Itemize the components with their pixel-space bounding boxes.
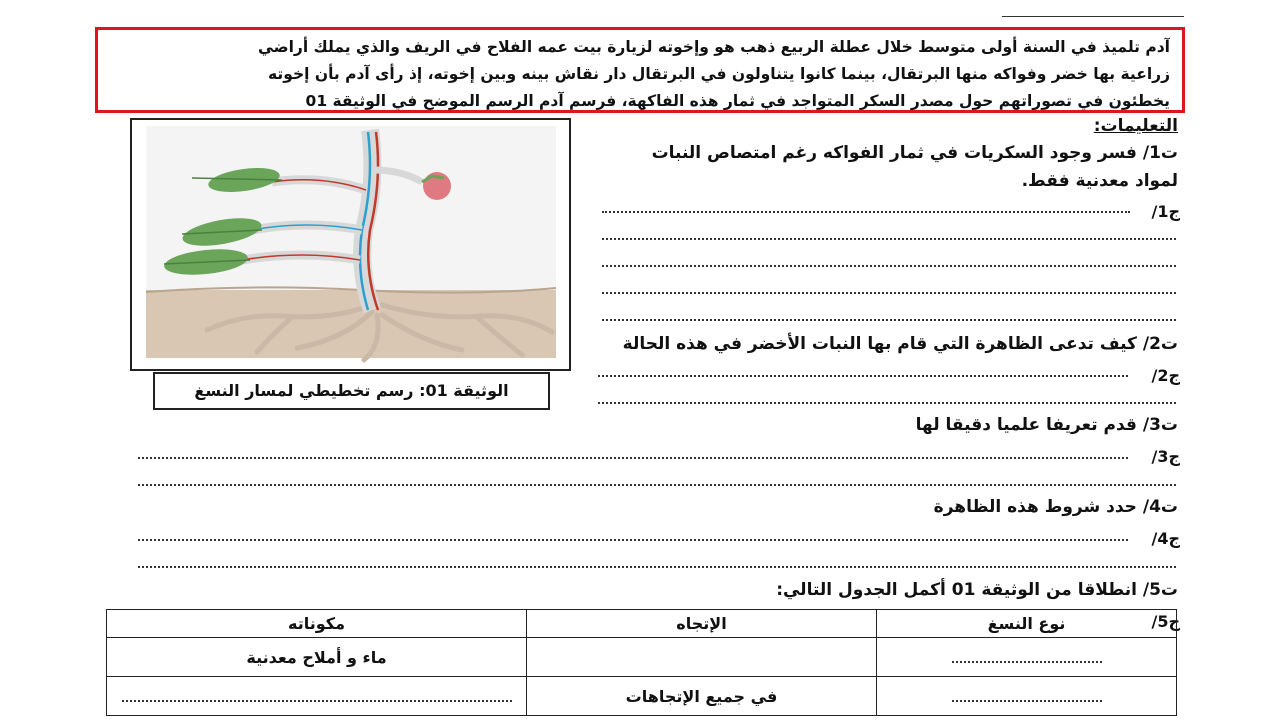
answer-2-line[interactable] — [598, 375, 1128, 377]
fill-dots — [952, 651, 1102, 663]
question-1-line-1: ت1/ فسر وجود السكريات في ثمار الفواكه رغم امتصاص النبات — [651, 143, 1178, 163]
table-cell: ماء و أملاح معدنية — [107, 638, 527, 677]
answer-1-line[interactable] — [602, 211, 1130, 213]
plant-sap-illustration — [132, 120, 568, 368]
plant-diagram — [130, 118, 571, 371]
table-header-row — [107, 610, 1177, 638]
table-input-cell[interactable] — [107, 677, 527, 716]
table-row — [107, 677, 1177, 716]
fill-dots — [952, 690, 1102, 702]
answer-2-label: ج2/ — [1151, 366, 1180, 385]
table-header-cell: نوع النسغ — [877, 610, 1177, 638]
answer-3-line[interactable] — [138, 484, 1176, 486]
fill-dots — [122, 690, 512, 702]
answer-4-line[interactable] — [138, 539, 1128, 541]
question-1-line-2: لمواد معدنية فقط. — [1021, 171, 1178, 191]
top-rule — [1002, 16, 1184, 17]
answer-5-label: ج5/ — [1151, 612, 1180, 631]
intro-line: يخطئون في تصوراتهم حول مصدر السكر المتواجد في ثمار هذه الفاكهة، فرسم آدم الرسم الموضح في الوثيقة 01 — [305, 92, 1170, 110]
answer-3-line[interactable] — [138, 457, 1128, 459]
table-header-cell: مكوناته — [107, 610, 527, 638]
table-input-cell[interactable] — [877, 638, 1177, 677]
answer-1-line[interactable] — [602, 265, 1176, 267]
answer-4-label: ج4/ — [1151, 529, 1180, 548]
answer-4-line[interactable] — [138, 566, 1176, 568]
table-cell — [527, 638, 877, 677]
answer-2-line[interactable] — [598, 402, 1176, 404]
sap-table — [106, 609, 1177, 716]
question-2: ت2/ كيف تدعى الظاهرة التي قام بها النبات الأخضر في هذه الحالة — [622, 334, 1178, 354]
table-input-cell[interactable] — [877, 677, 1177, 716]
answer-1-line[interactable] — [602, 292, 1176, 294]
question-5: ت5/ انطلاقا من الوثيقة 01 أكمل الجدول التالي: — [776, 580, 1178, 600]
table-header-cell: الإتجاه — [527, 610, 877, 638]
table-row — [107, 638, 1177, 677]
answer-1-line[interactable] — [602, 238, 1176, 240]
figure-caption: الوثيقة 01: رسم تخطيطي لمسار النسغ — [153, 372, 550, 410]
intro-line: آدم تلميذ في السنة أولى متوسط خلال عطلة الربيع ذهب هو وإخوته لزيارة بيت عمه الفلاح في الريف والذي يملك أراضي — [257, 38, 1170, 56]
question-3: ت3/ قدم تعريفا علميا دقيقا لها — [915, 415, 1178, 435]
table-cell: في جميع الإتجاهات — [527, 677, 877, 716]
intro-text-box — [95, 27, 1185, 113]
question-4: ت4/ حدد شروط هذه الظاهرة — [933, 497, 1178, 517]
answer-1-line[interactable] — [602, 319, 1176, 321]
answer-1-label: ج1/ — [1151, 202, 1180, 221]
intro-line: زراعية بها خضر وفواكه منها البرتقال، بينما كانوا يتناولون في البرتقال دار نقاش بينه وبين إخوته، إذ رأى آدم بأن إخوته — [268, 65, 1170, 83]
instructions-heading: التعليمات: — [1093, 116, 1178, 136]
answer-3-label: ج3/ — [1151, 447, 1180, 466]
